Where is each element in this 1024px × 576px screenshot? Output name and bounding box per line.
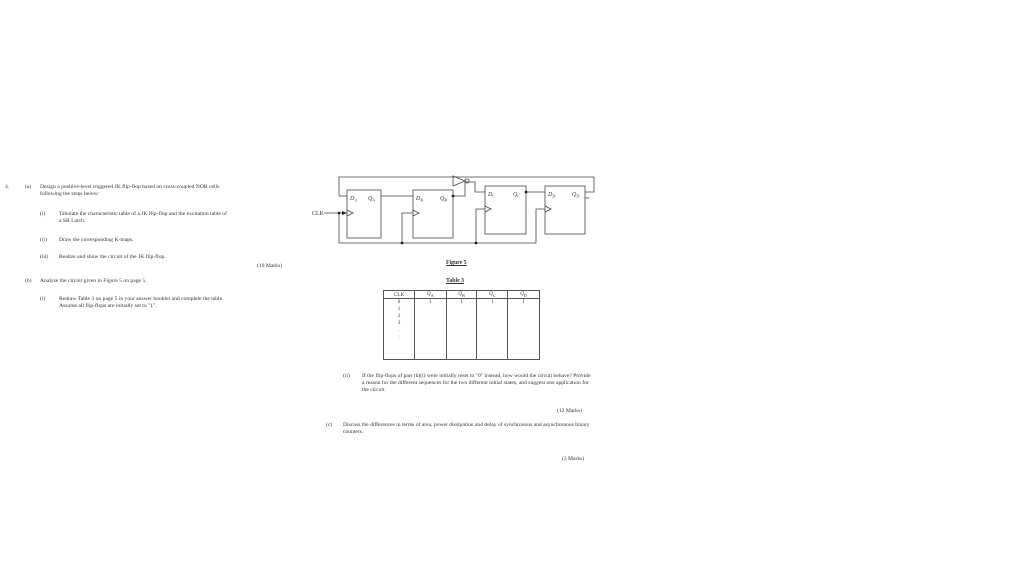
- part-b-ii-label: (ii): [343, 373, 350, 379]
- part-b-i-line1: Redraw Table 3 on page 5 in your answer booklet and complete the table.: [59, 296, 224, 302]
- part-b-marks: (12 Marks): [557, 408, 583, 414]
- clock-triangle-a: [347, 210, 353, 216]
- table-clk-column: 0 1 2 3 . .: [384, 299, 415, 360]
- question-number: 4.: [5, 184, 10, 190]
- figure-5-circuit: [300, 172, 600, 252]
- table-caption: Table 3: [446, 278, 464, 284]
- clock-triangle-c: [485, 206, 491, 212]
- table-header-qb: $Q_B$: [446, 291, 477, 299]
- part-a-marks: (10 Marks): [257, 263, 283, 269]
- ff-d-d: D: [548, 192, 553, 198]
- ff-c-q: Q: [513, 192, 518, 198]
- table-row: [384, 299, 540, 360]
- table-qb-column: 1: [446, 299, 477, 360]
- part-b-label: (b): [25, 278, 32, 284]
- svg-text:DA: [349, 196, 357, 203]
- table-3: [383, 290, 540, 360]
- table-header-qa: $Q_A$: [415, 291, 447, 299]
- table-header-row: [384, 291, 540, 299]
- ff-b-q: Q: [440, 196, 445, 202]
- table-header-qc: $Q_C$: [477, 291, 508, 299]
- part-a-ii-label: (ii): [40, 237, 47, 243]
- part-a-label: (a): [25, 184, 32, 190]
- clock-arrow: [342, 211, 347, 215]
- ff-a-q-sub: A: [372, 197, 375, 203]
- clock-triangle-b: [413, 210, 419, 216]
- ff-d-q-sub: D: [576, 193, 580, 199]
- part-a-i-label: (i): [40, 211, 46, 217]
- part-a-ii-line1: Draw the corresponding K-maps.: [59, 237, 134, 243]
- svg-text:DD: [547, 192, 555, 199]
- svg-text:DC: [487, 192, 495, 199]
- table-qa-column: 1: [415, 299, 447, 360]
- table-qd-column: 1: [508, 299, 540, 360]
- part-a-iii-line1: Realize and show the circuit of the JK flip-flop.: [59, 254, 166, 260]
- svg-text:QA: [368, 196, 375, 203]
- svg-text:QD: [572, 192, 579, 199]
- table-header-qd: $Q_D$: [508, 291, 540, 299]
- ff-a-d-sub: A: [354, 197, 357, 203]
- table-qc-column: 1: [477, 299, 508, 360]
- part-a-i-line2: a SR Latch.: [59, 218, 86, 224]
- ff-c-d: D: [488, 192, 493, 198]
- part-c-marks: (3 Marks): [562, 456, 585, 462]
- ff-b-q-sub: B: [444, 197, 447, 203]
- figure-caption: Figure 5: [446, 260, 467, 266]
- clock-triangle-d: [545, 206, 551, 212]
- part-a-i-line1: Tabulate the characteristic table of a JK flip-flop and the excitation table of: [59, 211, 227, 217]
- ff-a-d: D: [350, 196, 355, 202]
- part-b-i-line2: Assume all flip-flops are initially set to "1".: [59, 303, 157, 309]
- part-b-i-label: (i): [40, 296, 46, 302]
- part-a-text-line2: following the steps below:: [40, 191, 100, 197]
- part-c-label: (c): [326, 422, 333, 428]
- ff-b-d-sub: B: [420, 197, 423, 203]
- clk-label: CLK: [312, 211, 324, 217]
- part-b-ii-text: If the flip-flops of part (b)(i) were initially reset to "0" instead, how would the circuit behave? Provide a reason for the different sequences for the two different initial states, and suggest one application for the circuit.: [362, 373, 591, 393]
- table-header-clk: CLK: [384, 291, 415, 299]
- ff-b-d: D: [416, 196, 421, 202]
- svg-text:DB: [415, 196, 423, 203]
- inverter-gate: [453, 176, 465, 186]
- ff-d-d-sub: D: [552, 193, 556, 199]
- part-b-text: Analyse the circuit given in Figure 5 on page 5.: [40, 278, 147, 284]
- part-a-text-line1: Design a positive-level triggered JK flip-flop based on cross-coupled NOR cells: [40, 184, 220, 190]
- part-c-text: Discuss the differences in terms of area, power dissipation and delay of synchronous and asynchronous binary counters.: [343, 422, 590, 435]
- ff-a-q: Q: [368, 196, 373, 202]
- svg-text:QB: [440, 196, 447, 203]
- ff-d-q: Q: [572, 192, 577, 198]
- ff-c-d-sub: C: [492, 193, 496, 199]
- feedback-loop-wire: [339, 177, 594, 196]
- ff-c-q-sub: C: [517, 193, 521, 199]
- svg-text:QC: [513, 192, 520, 199]
- part-a-iii-label: (iii): [40, 254, 49, 260]
